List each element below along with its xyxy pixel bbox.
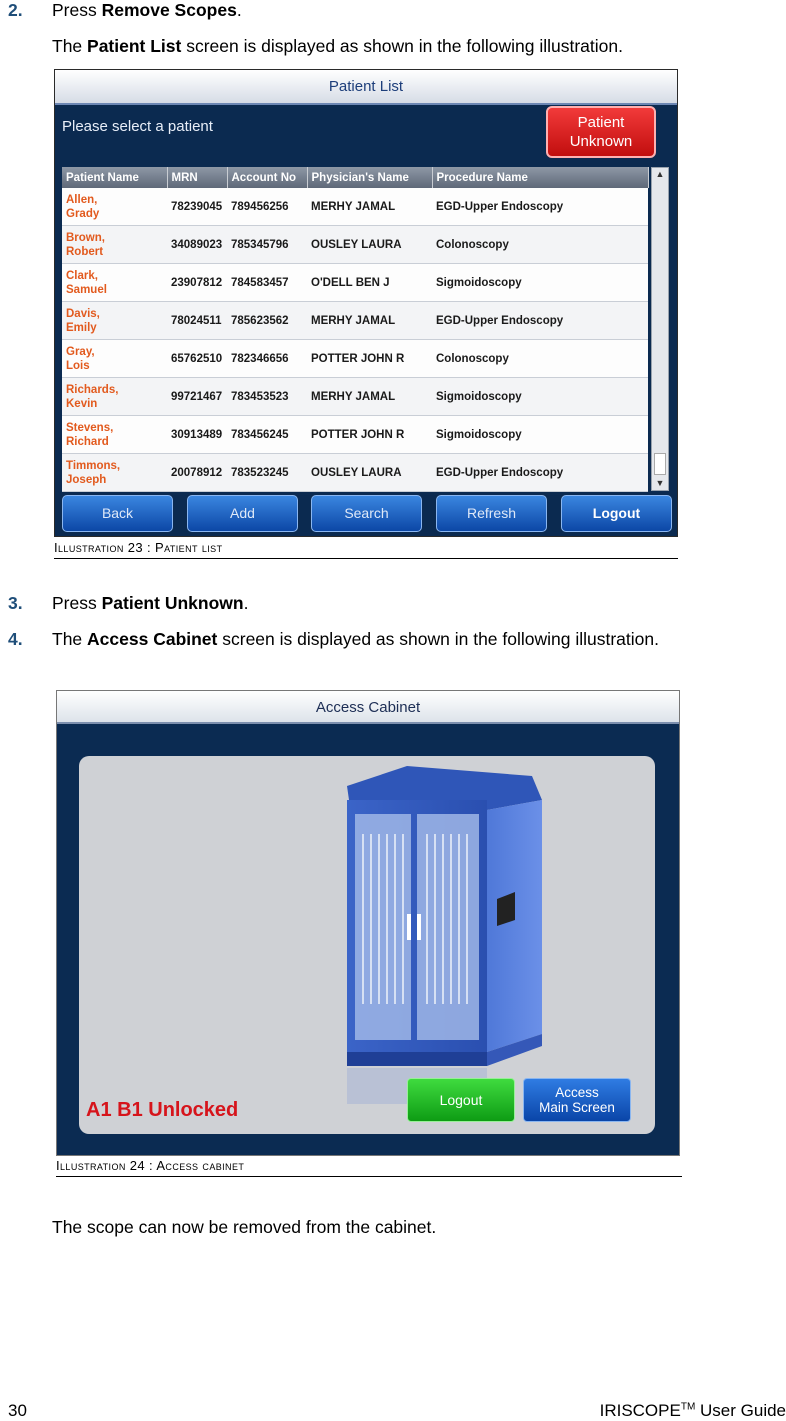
logout-button[interactable]: Logout	[561, 495, 672, 532]
mrn-cell: 99721467	[167, 378, 227, 416]
procedure-cell: Sigmoidoscopy	[432, 378, 648, 416]
physician-cell: MERHY JAMAL	[307, 378, 432, 416]
illustration-caption: Illustration 23 : Patient list	[54, 540, 678, 559]
add-button[interactable]: Add	[187, 495, 298, 532]
table-row[interactable]	[62, 188, 648, 226]
step-keyword: Remove Scopes	[101, 0, 237, 20]
patient-name-cell: Gray, Lois	[62, 340, 167, 378]
scroll-up-icon[interactable]: ▲	[655, 169, 665, 179]
patient-list-screenshot	[54, 69, 678, 537]
patient-table	[62, 167, 649, 492]
column-header[interactable]: Procedure Name	[432, 167, 648, 188]
account-cell: 783453523	[227, 378, 307, 416]
step-keyword: Patient Unknown	[101, 593, 244, 613]
account-cell: 785345796	[227, 226, 307, 264]
table-row[interactable]	[62, 226, 648, 264]
closing-text: The scope can now be removed from the cabinet.	[52, 1217, 437, 1237]
physician-cell: POTTER JOHN R	[307, 416, 432, 454]
step-number: 2.	[8, 0, 23, 20]
step-2-description: The Patient List screen is displayed as shown in the following illustration.	[52, 36, 623, 56]
account-cell: 783456245	[227, 416, 307, 454]
physician-cell: POTTER JOHN R	[307, 340, 432, 378]
illustration-caption: Illustration 24 : Access cabinet	[56, 1158, 682, 1177]
table-row[interactable]	[62, 302, 648, 340]
patient-name-cell: Davis, Emily	[62, 302, 167, 340]
patient-unknown-button[interactable]: Patient Unknown	[546, 106, 656, 158]
patient-name-cell: Brown, Robert	[62, 226, 167, 264]
table-row[interactable]	[62, 454, 648, 492]
procedure-cell: EGD-Upper Endoscopy	[432, 454, 648, 492]
page-number: 30	[8, 1401, 27, 1420]
mrn-cell: 78239045	[167, 188, 227, 226]
procedure-cell: Sigmoidoscopy	[432, 416, 648, 454]
table-row[interactable]	[62, 264, 648, 302]
scroll-down-icon[interactable]: ▼	[655, 478, 665, 488]
unlock-status: A1 B1 Unlocked	[86, 1099, 239, 1121]
access-cabinet-screenshot	[56, 690, 680, 1156]
procedure-cell: EGD-Upper Endoscopy	[432, 302, 648, 340]
patient-name-cell: Clark, Samuel	[62, 264, 167, 302]
table-scrollbar[interactable]	[651, 167, 669, 491]
procedure-cell: Sigmoidoscopy	[432, 264, 648, 302]
patient-name-cell: Allen, Grady	[62, 188, 167, 226]
column-header[interactable]: MRN	[167, 167, 227, 188]
procedure-cell: Colonoscopy	[432, 226, 648, 264]
table-row[interactable]	[62, 416, 648, 454]
mrn-cell: 30913489	[167, 416, 227, 454]
mrn-cell: 20078912	[167, 454, 227, 492]
mrn-cell: 23907812	[167, 264, 227, 302]
column-header[interactable]: Physician's Name	[307, 167, 432, 188]
table-header-row	[62, 167, 648, 188]
procedure-cell: Colonoscopy	[432, 340, 648, 378]
logout-button[interactable]: Logout	[407, 1078, 515, 1122]
account-cell: 789456256	[227, 188, 307, 226]
screen-name: Patient List	[87, 36, 182, 56]
search-button[interactable]: Search	[311, 495, 422, 532]
account-cell: 783523245	[227, 454, 307, 492]
step-text: Press	[52, 0, 102, 20]
table-row[interactable]	[62, 378, 648, 416]
patient-name-cell: Richards, Kevin	[62, 378, 167, 416]
physician-cell: OUSLEY LAURA	[307, 226, 432, 264]
physician-cell: MERHY JAMAL	[307, 188, 432, 226]
refresh-button[interactable]: Refresh	[436, 495, 547, 532]
bottom-button-bar	[62, 495, 672, 533]
screen-title: Patient List	[55, 70, 677, 105]
patient-name-cell: Timmons, Joseph	[62, 454, 167, 492]
physician-cell: MERHY JAMAL	[307, 302, 432, 340]
mrn-cell: 34089023	[167, 226, 227, 264]
cabinet-illustration	[337, 764, 567, 1104]
mrn-cell: 65762510	[167, 340, 227, 378]
document-title: IRISCOPE™ User Guide	[599, 1401, 786, 1420]
step-number: 4.	[8, 629, 23, 649]
mrn-cell: 78024511	[167, 302, 227, 340]
select-patient-prompt: Please select a patient	[62, 118, 213, 135]
column-header[interactable]: Patient Name	[62, 167, 167, 188]
screen-title: Access Cabinet	[57, 691, 679, 724]
account-cell: 784583457	[227, 264, 307, 302]
account-cell: 785623562	[227, 302, 307, 340]
table-row[interactable]	[62, 340, 648, 378]
physician-cell: OUSLEY LAURA	[307, 454, 432, 492]
account-cell: 782346656	[227, 340, 307, 378]
physician-cell: O'DELL BEN J	[307, 264, 432, 302]
patient-name-cell: Stevens, Richard	[62, 416, 167, 454]
step-keyword: Access Cabinet	[87, 629, 218, 649]
access-main-screen-button[interactable]: Access Main Screen	[523, 1078, 631, 1122]
back-button[interactable]: Back	[62, 495, 173, 532]
procedure-cell: EGD-Upper Endoscopy	[432, 188, 648, 226]
cabinet-panel	[79, 756, 655, 1134]
scroll-thumb[interactable]	[654, 453, 666, 475]
column-header[interactable]: Account No	[227, 167, 307, 188]
step-number: 3.	[8, 593, 23, 613]
